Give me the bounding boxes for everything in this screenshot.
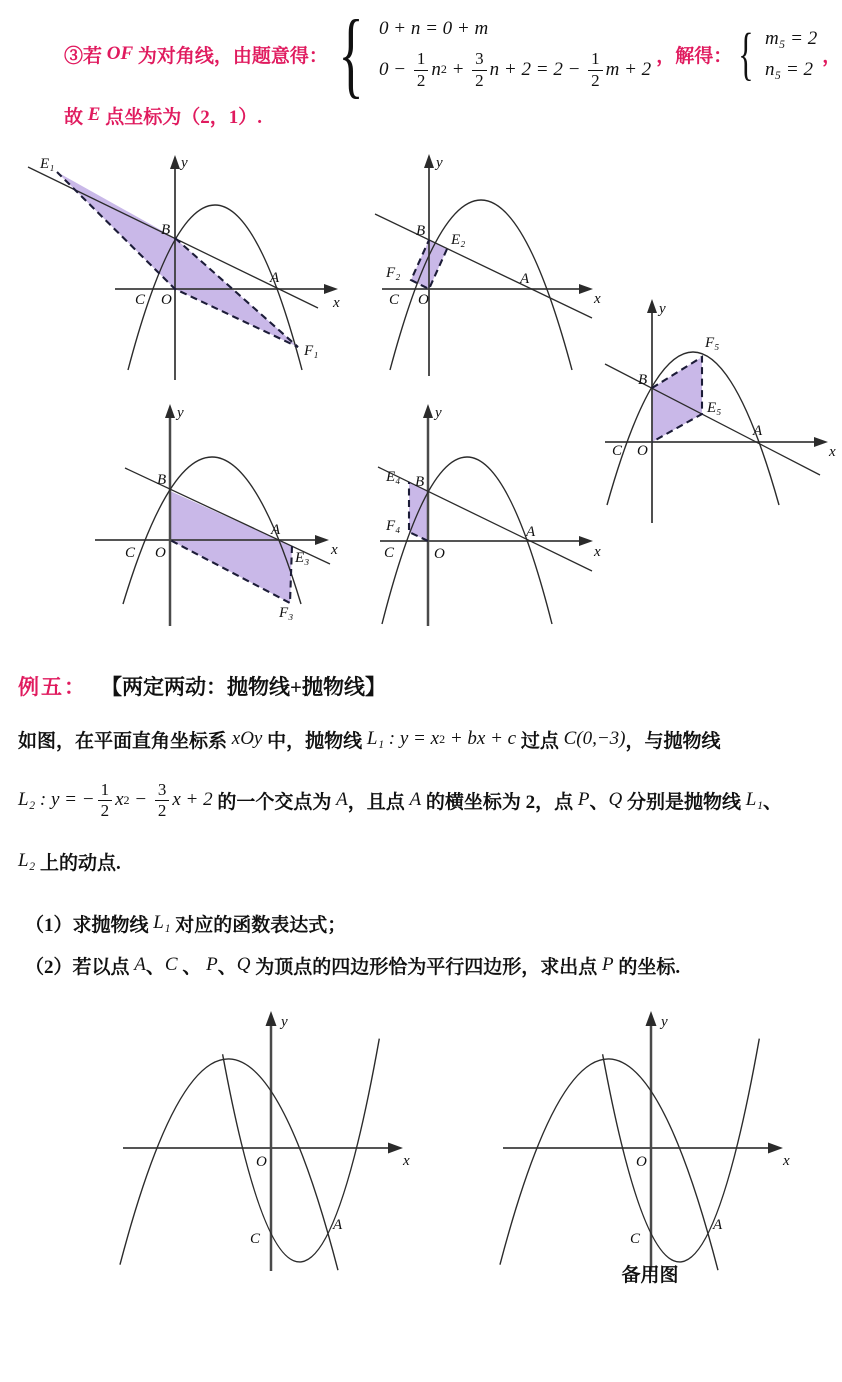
label-A: A <box>333 1217 343 1233</box>
x-axis-arrow-icon <box>315 535 329 545</box>
spare-figure-caption <box>560 1260 740 1287</box>
label-F3: F₃ <box>279 605 294 621</box>
text-segment: 为对角线，由题意得： <box>133 45 328 67</box>
x-axis-arrow-icon <box>579 536 593 546</box>
y-axis-arrow-icon <box>165 404 175 418</box>
label-C: C <box>125 545 136 561</box>
label-C: C <box>389 292 400 308</box>
label-A: A <box>520 271 530 287</box>
example5-label: 例五： <box>18 675 87 699</box>
text-segment: L₁ <box>153 912 171 933</box>
text-segment: 故 <box>64 106 88 128</box>
label-F1: F₁ <box>304 343 319 359</box>
problem-text-line-1 <box>18 726 721 752</box>
text-segment: 对应的函数表达式； <box>170 914 347 936</box>
text-segment: 、 <box>762 791 782 813</box>
fraction: $\frac{1}{2}$ <box>414 49 429 89</box>
text-segment: Q <box>608 789 623 810</box>
text-segment: n₅ = 2 <box>765 58 813 80</box>
shaded-parallelogram <box>170 491 292 603</box>
text-segment: A <box>134 954 146 975</box>
label-y-axis: y <box>177 405 184 421</box>
text-segment: ，解得： <box>656 45 733 67</box>
label-C: C <box>135 292 146 308</box>
text-segment: − <box>129 789 152 810</box>
text-segment: 过点 <box>516 730 564 752</box>
label-F2: F₂ <box>386 265 401 281</box>
text-segment: x <box>115 789 124 810</box>
label-y-axis: y <box>661 1014 668 1030</box>
text-segment: Q <box>236 954 251 975</box>
text-segment: L₂ <box>18 850 36 871</box>
label-E1: E₁ <box>40 156 55 172</box>
figure-two-parabolas <box>95 1005 445 1305</box>
text-segment: ③若 <box>64 45 107 67</box>
text-segment: 如图，在平面直角坐标系 <box>18 730 232 752</box>
y-axis-arrow-icon <box>170 155 180 169</box>
x-axis-arrow-icon <box>324 284 338 294</box>
fraction: $\frac{1}{2}$ <box>588 49 603 89</box>
label-B: B <box>415 474 425 490</box>
solution-line-1: ③若 OF 为对角线，由题意得： { 0 + n = 0 + m 0 − $\frac{1}{2}$ n 2 + $\frac{3}{2}$ n + 2 = 2 − $\frac{1}{2}$ m + 2 ，解得： { m₅ = 2 n₅ = 2 ， <box>64 0 842 107</box>
text-segment: 点坐标为（2，1）. <box>100 106 262 128</box>
text-segment: 分别是抛物线 <box>622 791 746 813</box>
x-axis-arrow-icon <box>579 284 593 294</box>
y-axis-arrow-icon <box>423 404 433 418</box>
text-segment: 的一个交点为 <box>212 791 337 813</box>
label-F5: F₅ <box>705 335 720 351</box>
text-segment: 的横坐标为 2，点 <box>421 791 578 813</box>
text-segment: m + 2 <box>605 58 652 80</box>
label-O: O <box>256 1154 267 1170</box>
figure-case3-E3F3 <box>65 400 360 635</box>
label-y-axis: y <box>435 405 442 421</box>
label-x-axis: x <box>594 544 601 560</box>
label-x-axis: x <box>331 542 338 558</box>
text-segment: C(0,−3) <box>563 728 626 749</box>
label-O: O <box>155 545 166 561</box>
fraction: $\frac{3}{2}$ <box>472 49 487 89</box>
text-segment: ， <box>822 45 842 67</box>
label-O: O <box>418 292 429 308</box>
label-y-axis: y <box>436 155 443 171</box>
text-segment: 为顶点的四边形恰为平行四边形，求出点 <box>250 956 602 978</box>
text-segment: L₂ : y = − <box>18 789 95 810</box>
text-segment: P <box>206 954 218 975</box>
text-segment: E <box>87 104 101 125</box>
text-segment: m₅ = 2 <box>765 27 818 49</box>
label-B: B <box>161 222 171 238</box>
figure-case1-E1F1 <box>20 150 355 385</box>
label-A: A <box>753 423 763 439</box>
label-B: B <box>157 472 167 488</box>
label-A: A <box>270 270 280 286</box>
figure-case2-E2F2 <box>360 150 605 385</box>
line-BA <box>375 214 592 318</box>
label-x-axis: x <box>783 1153 790 1169</box>
label-y-axis: y <box>181 155 188 171</box>
problem-text-line-3 <box>18 848 121 874</box>
text-segment: A <box>336 789 348 810</box>
label-C: C <box>630 1231 641 1247</box>
solution-line-2 <box>64 102 262 128</box>
text-segment: 中，抛物线 <box>262 730 367 752</box>
text-segment: 、 <box>217 956 237 978</box>
equation-system <box>379 18 651 89</box>
example5-title: 【两定两动：抛物线+抛物线】 <box>101 675 386 699</box>
text-segment: L₁ <box>745 789 763 810</box>
y-axis-arrow-icon <box>647 299 657 313</box>
text-segment: 、 <box>145 956 165 978</box>
text-segment: ，与抛物线 <box>625 730 721 752</box>
x-axis-arrow-icon <box>814 437 828 447</box>
text-segment: n + 2 = 2 − <box>489 58 586 80</box>
text-segment: ，且点 <box>347 791 410 813</box>
text-segment: 上的动点. <box>35 852 121 874</box>
label-A: A <box>271 522 281 538</box>
spare-figure-caption-text: 备用图 <box>621 1265 679 1286</box>
text-segment: （1）求抛物线 <box>25 914 154 936</box>
fraction: $\frac{1}{2}$ <box>98 780 113 820</box>
shaded-parallelogram <box>652 357 702 442</box>
label-O: O <box>434 546 445 562</box>
label-E3: E₃ <box>295 550 310 566</box>
label-C: C <box>384 545 395 561</box>
text-segment: + bx + c <box>445 728 517 749</box>
label-E5: E₅ <box>707 400 722 416</box>
y-axis-arrow-icon <box>424 154 434 168</box>
label-B: B <box>638 372 648 388</box>
figure-case4-E4F4 <box>360 400 605 635</box>
label-A: A <box>526 524 536 540</box>
y-axis-arrow-icon <box>646 1011 657 1026</box>
label-C: C <box>612 443 623 459</box>
label-y-axis: y <box>659 301 666 317</box>
label-A: A <box>713 1217 723 1233</box>
label-E4: E₄ <box>386 469 401 485</box>
text-segment: C <box>164 954 178 975</box>
text-segment: 0 + n = 0 + m <box>379 18 489 40</box>
example5-heading <box>18 672 386 700</box>
label-x-axis: x <box>594 291 601 307</box>
equation-system <box>765 28 817 81</box>
label-O: O <box>636 1154 647 1170</box>
label-B: B <box>416 223 426 239</box>
x-axis-arrow-icon <box>388 1143 403 1154</box>
text-segment: 2 <box>123 792 130 807</box>
text-segment: 、 <box>177 956 207 978</box>
text-segment: （2）若以点 <box>25 956 135 978</box>
text-segment: P <box>577 789 590 810</box>
label-F4: F₄ <box>386 518 401 534</box>
x-axis-arrow-icon <box>768 1143 783 1154</box>
text-segment: 、 <box>589 791 609 813</box>
text-segment: n <box>431 58 441 80</box>
label-x-axis: x <box>403 1153 410 1169</box>
fraction: $\frac{3}{2}$ <box>155 780 170 820</box>
figure-case5-E5F5 <box>595 295 842 530</box>
text-segment: 0 − <box>379 58 411 80</box>
text-segment: A <box>409 789 422 810</box>
text-segment: + <box>446 58 470 80</box>
text-segment: 2 <box>440 62 447 76</box>
text-segment: OF <box>106 43 134 64</box>
text-segment: L₁ : y = x <box>366 728 440 749</box>
text-segment: x + 2 <box>172 789 213 810</box>
problem-text-line-2 <box>18 774 782 826</box>
label-E2: E₂ <box>451 232 466 248</box>
label-x-axis: x <box>333 295 340 311</box>
label-C: C <box>250 1231 261 1247</box>
text-segment: 2 <box>439 731 446 746</box>
y-axis-arrow-icon <box>266 1011 277 1026</box>
text-segment: 的坐标. <box>613 956 681 978</box>
label-O: O <box>161 292 172 308</box>
label-O: O <box>637 443 648 459</box>
text-segment: P <box>601 954 614 975</box>
text-segment: xOy <box>231 728 263 749</box>
label-x-axis: x <box>829 444 836 460</box>
label-y-axis: y <box>281 1014 288 1030</box>
question-2 <box>25 952 680 978</box>
question-1 <box>25 910 346 936</box>
